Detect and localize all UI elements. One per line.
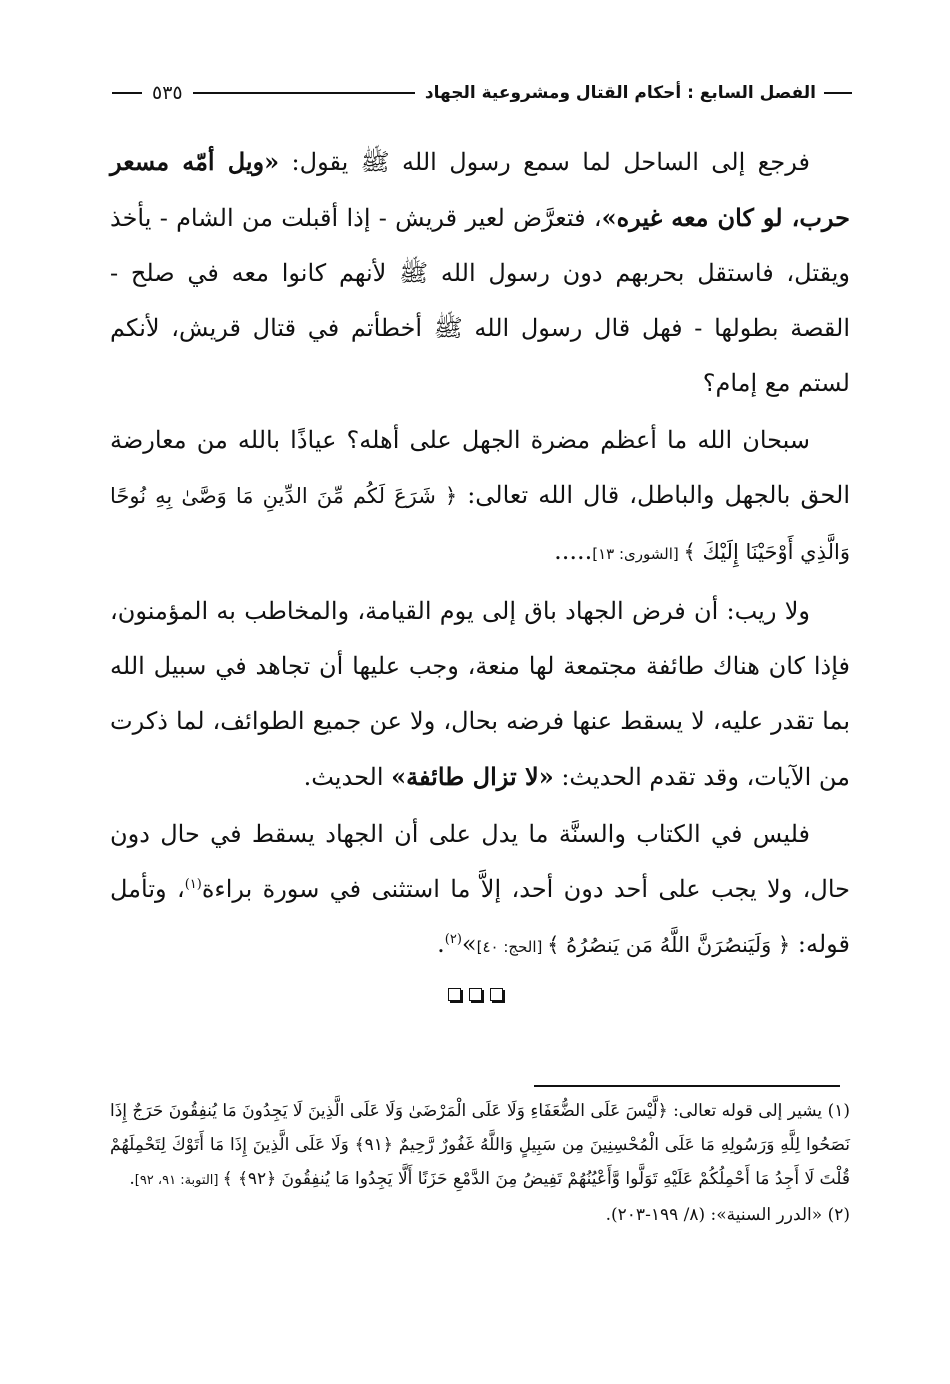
footnote-rule <box>534 1085 840 1087</box>
paragraph-4-end: . <box>437 930 445 958</box>
header-rule-left <box>112 92 142 94</box>
header-rule-right <box>824 92 852 94</box>
verse-citation-al-hajj: [الحج: ٤٠] <box>476 938 548 956</box>
section-separator <box>0 986 950 1005</box>
separator-box-icon <box>448 988 461 1001</box>
paragraph-4-text-b: ، وتأمل قوله: <box>110 875 850 958</box>
header-rule-middle <box>193 92 415 94</box>
paragraph-3-text-a: ولا ريب: أن فرض الجهاد باق إلى يوم القيامة، والمخاطب به المؤمنون، فإذا كان هناك طائفة مجتمعة لها منعة، وجب عليها أن تجاهد في سبيل الله بما تقدر عليه، لا يسقط عنها فرضه بحال، ولا عن جميع الطوائف، لما ذكرت من الآيات، وقد تقدم الحديث: <box>110 597 850 791</box>
paragraph-1-text-b: ، فتعرَّض لعير قريش - إذا أقبلت من الشام - يأخذ ويقتل، فاستقل بحربهم دون رسول الله ﷺ لأنهم كانوا معه في صلح - القصة بطولها - فهل قال رسول الله ﷺ أخطأتم في قتال قريش، لأنكم لستم مع إمام؟ <box>110 204 850 397</box>
paragraph-4 <box>110 807 850 975</box>
footnote-ref-2[interactable]: (٢) <box>444 932 462 947</box>
closing-quote: » <box>461 930 477 958</box>
separator-box-icon <box>490 988 503 1001</box>
main-text <box>110 134 850 977</box>
verse-citation-at-tawbah: [التوبة: ٩١، ٩٢] <box>134 1173 223 1188</box>
running-header <box>112 78 852 108</box>
quran-verse-al-hajj: ﴿ وَلَيَنصُرَنَّ اللَّهُ مَن يَنصُرُهُ ﴾ <box>547 933 791 957</box>
footnote-1-end: . <box>129 1169 135 1189</box>
hadith-quote-2: «لا تزال طائفة» <box>391 762 554 791</box>
paragraph-3-text-b: الحديث. <box>303 763 392 791</box>
footnote-1 <box>110 1094 850 1198</box>
footnote-2: (٢) «الدرر السنية»: (٨/ ١٩٩-٢٠٣). <box>605 1205 850 1225</box>
quran-verse-at-tawbah: ﴿لَّيْسَ عَلَى الضُّعَفَاءِ وَلَا عَلَى الْمَرْضَىٰ وَلَا عَلَى الَّذِينَ لَا يَجِدُونَ مَا يُنفِقُونَ حَرَجٌ إِذَا نَصَحُوا لِلَّهِ وَرَسُولِهِ مَا عَلَى الْمُحْسِنِينَ مِن سَبِيلٍ وَاللَّهُ غَفُورٌ رَّحِيمٌ ﴿٩١﴾ وَلَا عَلَى الَّذِينَ إِذَا مَا أَتَوْكَ لِتَحْمِلَهُمْ قُلْتَ لَا أَجِدُ مَا أَحْمِلُكُمْ عَلَيْهِ تَوَلَّوا وَّأَعْيُنُهُمْ تَفِيضُ مِنَ الدَّمْعِ حَزَنًا أَلَّا يَجِدُوا مَا يُنفِقُونَ ﴿٩٢﴾ ﴾ <box>110 1101 850 1189</box>
paragraph-2-text-a: سبحان الله ما أعظم مضرة الجهل على أهله؟ عياذًا بالله من معارضة الحق بالجهل والباطل، قال الله تعالى: <box>110 426 850 509</box>
quran-verse-ash-shura: ﴿ شَرَعَ لَكُم مِّنَ الدِّينِ مَا وَصَّىٰ بِهِ نُوحًا وَالَّذِي أَوْحَيْنَا إِلَيْكَ ﴾ <box>110 484 850 564</box>
paragraph-2-ellipsis: ..... <box>554 537 593 565</box>
footnote-ref-1[interactable]: (١) <box>184 877 202 892</box>
separator-box-icon <box>469 988 482 1001</box>
verse-citation-ash-shura: [الشورى: ١٣] <box>592 545 684 563</box>
paragraph-3 <box>110 584 850 805</box>
paragraph-4-text-a: فليس في الكتاب والسنَّة ما يدل على أن الجهاد يسقط في حال دون حال، ولا يجب على أحد دون أحد، إلاَّ ما استثنى في سورة براءة <box>110 820 850 903</box>
chapter-title: الفصل السابع : أحكام القتال ومشروعية الجهاد <box>424 83 816 103</box>
paragraph-1 <box>110 134 850 411</box>
hadith-quote-1: «ويل أمّه مسعر حرب، لو كان معه غيره» <box>110 147 850 232</box>
page-number: ٥٣٥ <box>152 82 183 104</box>
footnotes <box>110 1094 850 1232</box>
footnote-1-text-a: (١) يشير إلى قوله تعالى: <box>667 1101 850 1121</box>
paragraph-1-text-a: فرجع إلى الساحل لما سمع رسول الله ﷺ يقول: <box>279 148 810 176</box>
paragraph-2 <box>110 413 850 582</box>
